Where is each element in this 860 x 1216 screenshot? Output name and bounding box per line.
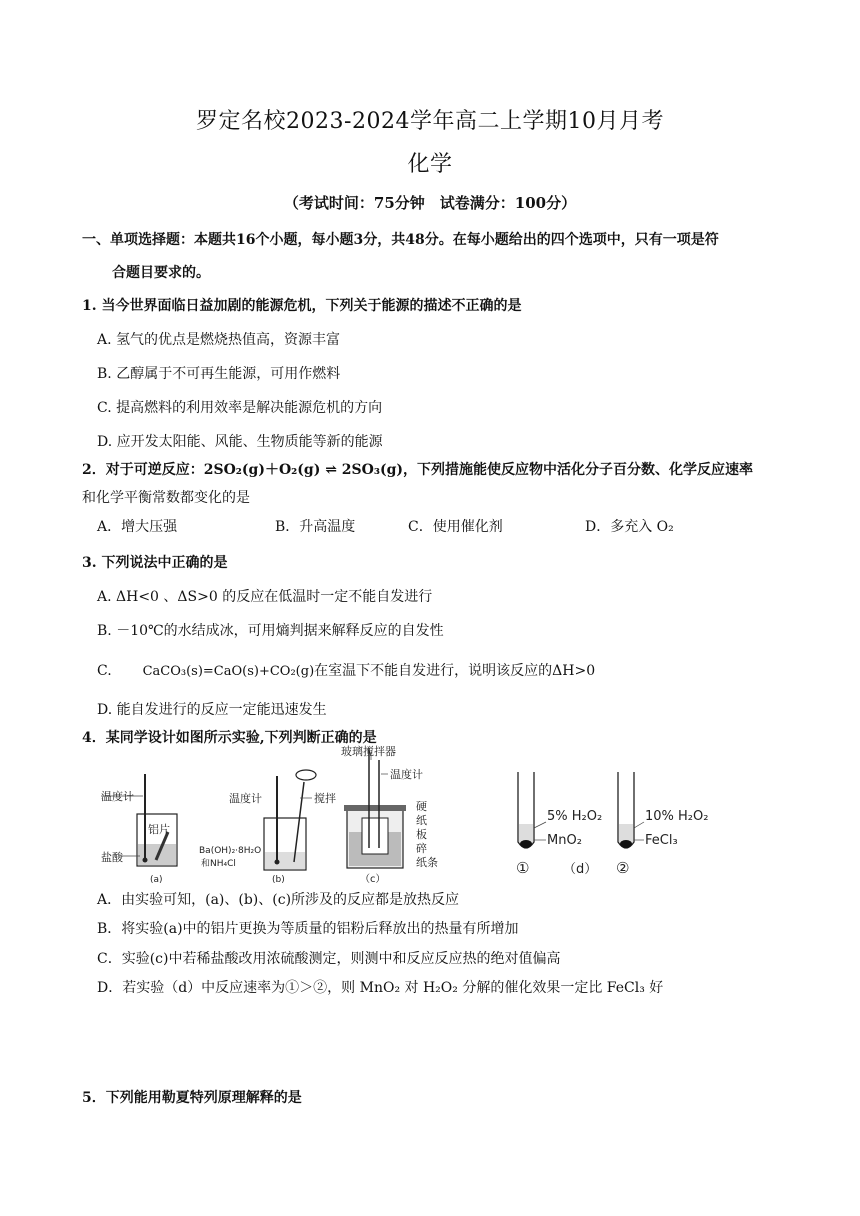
q3-option-c-label: C.: [97, 663, 112, 679]
fig-b-reagent-label-2: 和NH₄Cl: [201, 859, 236, 869]
q2-option-d: D．多充入 O₂: [585, 519, 674, 535]
q3-option-c-text: 在室温下不能自发进行，说明该反应的ΔH>0: [314, 663, 596, 679]
q4-option-a: A．由实验可知，(a)、(b)、(c)所涉及的反应都是放热反应: [97, 892, 460, 908]
section-heading-line1: 一、单项选择题：本题共16个小题，每小题3分，共48分。在每小题给出的四个选项中，只有一项是符: [82, 232, 719, 248]
fig-c-board-label-3: 板: [416, 828, 427, 841]
fig-c-board-label-1: 硬: [416, 800, 427, 813]
q4-option-d: D．若实验（d）中反应速率为①＞②，则 MnO₂ 对 H₂O₂ 分解的催化效果一定比 FeCl₃ 好: [97, 980, 664, 996]
q1-option-b: B. 乙醇属于不可再生能源，可用作燃料: [97, 366, 341, 382]
fig-a-acid-label: 盐酸: [101, 851, 123, 864]
q2-option-b: B．升高温度: [275, 519, 356, 535]
q1-stem: 1. 当今世界面临日益加剧的能源危机，下列关于能源的描述不正确的是: [82, 298, 522, 314]
q4-experiment-figure: [0, 740, 860, 885]
fig-d-tube2-top-label: 10% H₂O₂: [645, 809, 709, 824]
fig-d-tube1-bottom-label: MnO₂: [547, 833, 582, 848]
q3-option-d: D. 能自发进行的反应一定能迅速发生: [97, 702, 327, 718]
fig-c-paper-label-2: 纸条: [416, 856, 438, 869]
apparatus-d: [516, 772, 708, 877]
section-heading-line2: 合题目要求的。: [112, 265, 210, 281]
apparatus-b: [199, 770, 336, 885]
fig-c-stirrer-label: 玻璃搅拌器: [341, 745, 396, 758]
fig-d-caption: （d）: [563, 862, 598, 877]
q3-option-c: [97, 660, 595, 680]
q3-stem: 3. 下列说法中正确的是: [82, 555, 228, 571]
apparatus-a: [101, 774, 177, 885]
fig-c-caption: （c）: [360, 874, 386, 885]
q2-option-c: C．使用催化剂: [408, 519, 503, 535]
q1-option-d: D. 应开发太阳能、风能、生物质能等新的能源: [97, 434, 383, 450]
q2-stem-line2: 和化学平衡常数都变化的是: [82, 490, 250, 506]
fig-a-thermometer-label: 温度计: [101, 790, 134, 803]
fig-d-tube2-bottom-label: FeCl₃: [645, 833, 678, 848]
exam-title: 罗定名校2023-2024学年高二上学期10月月考: [196, 109, 664, 134]
q2-stem-line1: 2．对于可逆反应：2SO₂(g)＋O₂(g) ⇌ 2SO₃(g)，下列措施能使反应物中活化分子百分数、化学反应速率: [82, 462, 754, 478]
q3-option-c-formula: CaCO₃(s)=CaO(s)+CO₂(g): [142, 664, 315, 679]
fig-d-label-1: ①: [516, 859, 530, 877]
fig-c-board-label-2: 纸: [416, 814, 427, 827]
fig-d-tube1-top-label: 5% H₂O₂: [547, 809, 603, 824]
fig-b-reagent-label-1: Ba(OH)₂·8H₂O: [199, 846, 262, 856]
q2-option-a: A．增大压强: [97, 519, 178, 535]
q4-option-b: B．将实验(a)中的铝片更换为等质量的铝粉后释放出的热量有所增加: [97, 921, 519, 937]
q5-stem: 5．下列能用勒夏特列原理解释的是: [82, 1090, 302, 1106]
fig-a-caption: (a): [150, 875, 163, 885]
fig-d-label-2: ②: [616, 859, 630, 877]
q1-option-c: C. 提高燃料的利用效率是解决能源危机的方向: [97, 400, 383, 416]
q3-option-a: A. ΔH<0 、ΔS>0 的反应在低温时一定不能自发进行: [97, 589, 433, 605]
fig-a-foil-label: 铝片: [148, 823, 170, 836]
q4-option-c: C．实验(c)中若稀盐酸改用浓硫酸测定，则测中和反应反应热的绝对值偏高: [97, 951, 561, 967]
apparatus-c: [341, 744, 438, 885]
fig-b-caption: (b): [272, 875, 285, 885]
fig-b-thermometer-label: 温度计: [229, 792, 262, 805]
q4-stem: 4．某同学设计如图所示实验,下列判断正确的是: [82, 730, 377, 746]
fig-b-stir-label: 搅拌: [314, 792, 336, 805]
q3-option-b: B. －10℃的水结成冰，可用熵判据来解释反应的自发性: [97, 623, 444, 639]
subject-title: 化学: [407, 152, 453, 177]
fig-c-thermometer-label: 温度计: [390, 768, 423, 781]
exam-info: （考试时间：75分钟 试卷满分：100分）: [283, 194, 577, 212]
fig-c-paper-label-1: 碎: [416, 842, 427, 855]
q1-option-a: A. 氢气的优点是燃烧热值高，资源丰富: [97, 332, 341, 348]
